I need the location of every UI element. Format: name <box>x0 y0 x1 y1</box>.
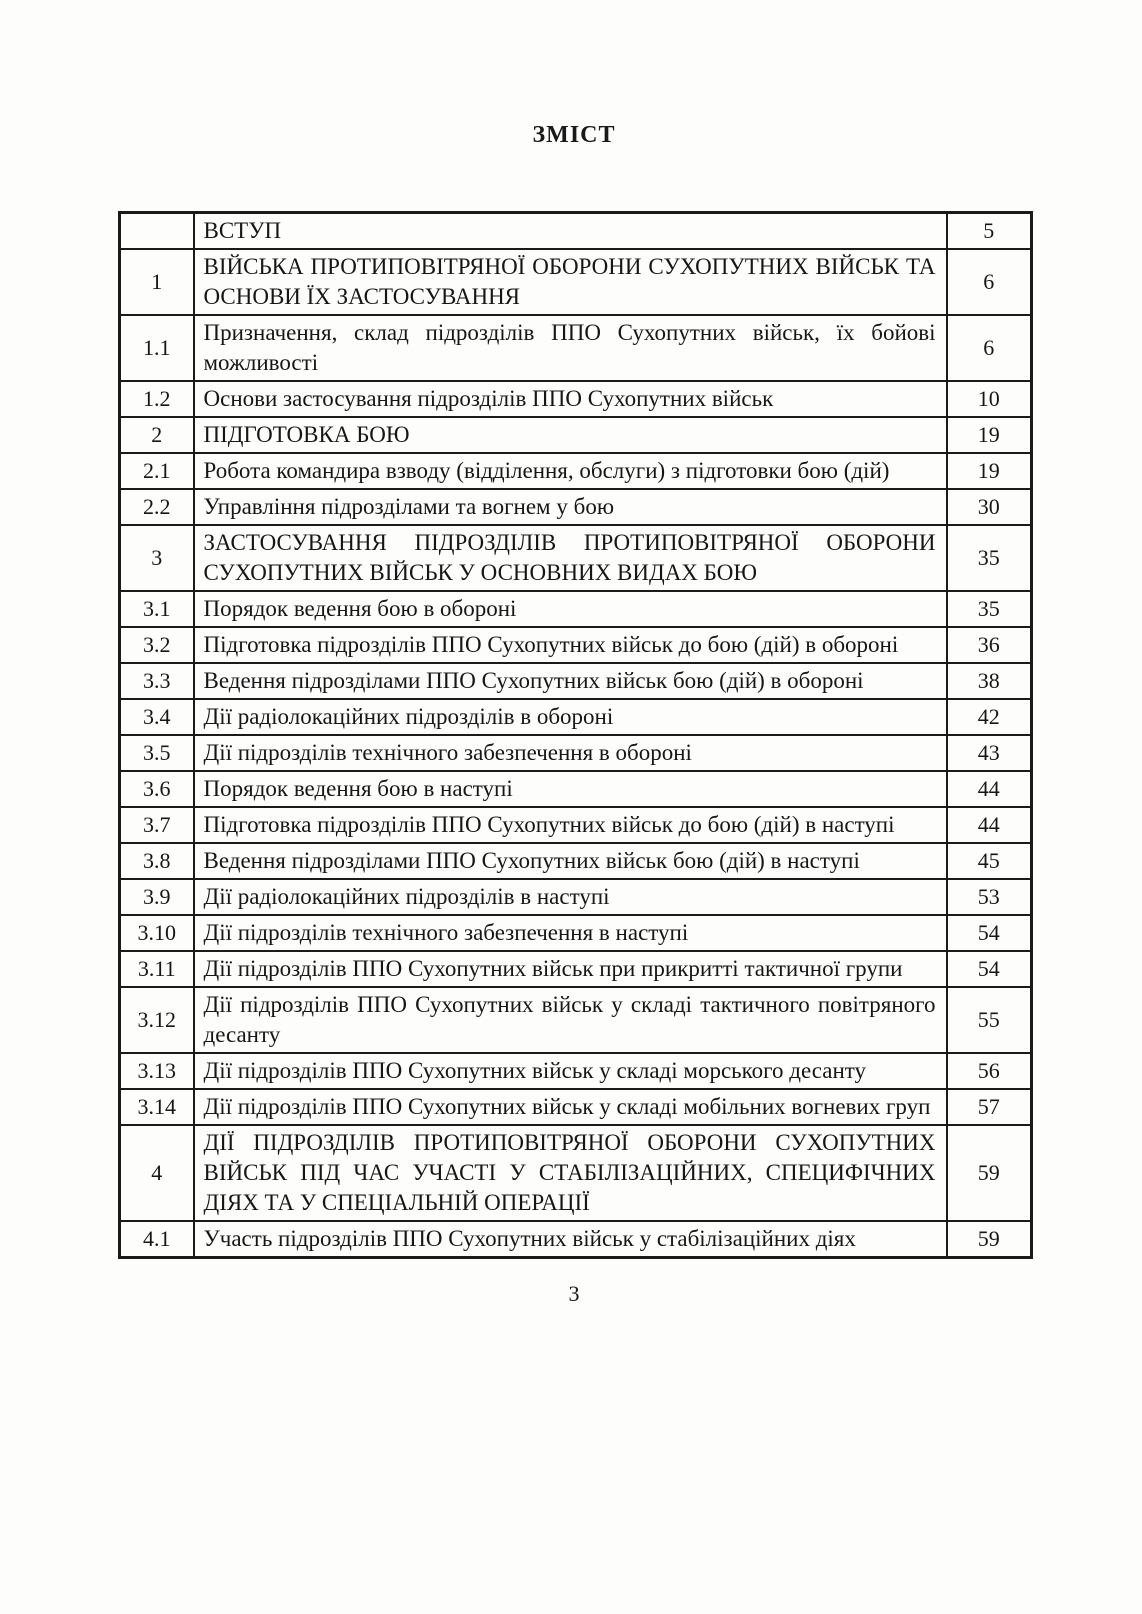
toc-row-number: 3.6 <box>120 771 194 807</box>
toc-row-number: 3.14 <box>120 1089 194 1125</box>
toc-row-page: 57 <box>947 1089 1032 1125</box>
toc-row-page: 19 <box>947 453 1032 489</box>
toc-row-title: Управління підрозділами та вогнем у бою <box>194 489 947 525</box>
toc-row-title: Робота командира взводу (відділення, обслуги) з підготовки бою (дій) <box>194 453 947 489</box>
toc-row-page: 35 <box>947 591 1032 627</box>
toc-row-page: 42 <box>947 699 1032 735</box>
toc-row-title: Дії підрозділів технічного забезпечення в обороні <box>194 735 947 771</box>
toc-row-title: Призначення, склад підрозділів ППО Сухопутних військ, їх бойові можливості <box>194 315 947 381</box>
toc-row-number: 3.10 <box>120 915 194 951</box>
toc-body <box>120 213 1032 1258</box>
toc-row-number: 3 <box>120 525 194 591</box>
toc-row-page: 30 <box>947 489 1032 525</box>
toc-row <box>120 315 1032 381</box>
toc-row-title: ЗАСТОСУВАННЯ ПІДРОЗДІЛІВ ПРОТИПОВІТРЯНОЇ ОБОРОНИ СУХОПУТНИХ ВІЙСЬК У ОСНОВНИХ ВИДАХ БОЮ <box>194 525 947 591</box>
toc-row-page: 56 <box>947 1053 1032 1089</box>
toc-row-number: 3.3 <box>120 663 194 699</box>
toc-row-title: Підготовка підрозділів ППО Сухопутних військ до бою (дій) в обороні <box>194 627 947 663</box>
toc-row-title: Дії підрозділів ППО Сухопутних військ при прикритті тактичної групи <box>194 951 947 987</box>
toc-row-page: 55 <box>947 987 1032 1053</box>
toc-row <box>120 489 1032 525</box>
toc-row-title: Дії радіолокаційних підрозділів в наступі <box>194 879 947 915</box>
toc-row <box>120 525 1032 591</box>
toc-row-title: Дії підрозділів ППО Сухопутних військ у складі мобільних вогневих груп <box>194 1089 947 1125</box>
toc-row-title: Участь підрозділів ППО Сухопутних військ у стабілізаційних діях <box>194 1221 947 1258</box>
toc-row-page: 54 <box>947 915 1032 951</box>
page-title: ЗМІСТ <box>532 122 616 148</box>
toc-row-number: 3.8 <box>120 843 194 879</box>
toc-row <box>120 987 1032 1053</box>
toc-row-title: ПІДГОТОВКА БОЮ <box>194 417 947 453</box>
toc-row-page: 38 <box>947 663 1032 699</box>
toc-row <box>120 213 1032 250</box>
toc-row <box>120 663 1032 699</box>
toc-row <box>120 735 1032 771</box>
toc-row-number: 1 <box>120 249 194 315</box>
toc-row-page: 35 <box>947 525 1032 591</box>
toc-row-number: 3.11 <box>120 951 194 987</box>
toc-row-title: Дії підрозділів ППО Сухопутних військ у складі морського десанту <box>194 1053 947 1089</box>
toc-row-title: ВСТУП <box>194 213 947 250</box>
folio-page-number: 3 <box>568 1281 580 1306</box>
toc-row-page: 36 <box>947 627 1032 663</box>
toc-row <box>120 591 1032 627</box>
toc-row-number: 3.12 <box>120 987 194 1053</box>
toc-row-title: ДІЇ ПІДРОЗДІЛІВ ПРОТИПОВІТРЯНОЇ ОБОРОНИ СУХОПУТНИХ ВІЙСЬК ПІД ЧАС УЧАСТІ У СТАБІЛІЗАЦІЙНИХ, СПЕЦИФІЧНИХ ДІЯХ ТА У СПЕЦІАЛЬНІЙ ОПЕРАЦІЇ <box>194 1125 947 1221</box>
toc-row <box>120 879 1032 915</box>
toc-row <box>120 1089 1032 1125</box>
toc-row <box>120 381 1032 417</box>
toc-row-number: 3.7 <box>120 807 194 843</box>
toc-row-number: 2.1 <box>120 453 194 489</box>
toc-row <box>120 417 1032 453</box>
toc-row-number: 3.4 <box>120 699 194 735</box>
toc-row-page: 10 <box>947 381 1032 417</box>
toc-row-number: 3.1 <box>120 591 194 627</box>
toc-row-number: 1.1 <box>120 315 194 381</box>
toc-row-number <box>120 213 194 250</box>
toc-row-page: 43 <box>947 735 1032 771</box>
toc-row <box>120 807 1032 843</box>
toc-row-number: 2.2 <box>120 489 194 525</box>
toc-row-number: 3.5 <box>120 735 194 771</box>
toc-row-number: 3.13 <box>120 1053 194 1089</box>
toc-row-title: Порядок ведення бою в наступі <box>194 771 947 807</box>
toc-table <box>118 211 1033 1259</box>
toc-row-title: Дії радіолокаційних підрозділів в обороні <box>194 699 947 735</box>
toc-row <box>120 249 1032 315</box>
toc-row-title: Ведення підрозділами ППО Сухопутних військ бою (дій) в обороні <box>194 663 947 699</box>
toc-row-number: 2 <box>120 417 194 453</box>
toc-row-title: Дії підрозділів ППО Сухопутних військ у складі тактичного повітряного десанту <box>194 987 947 1053</box>
toc-row-page: 6 <box>947 315 1032 381</box>
toc-row-title: ВІЙСЬКА ПРОТИПОВІТРЯНОЇ ОБОРОНИ СУХОПУТНИХ ВІЙСЬК ТА ОСНОВИ ЇХ ЗАСТОСУВАННЯ <box>194 249 947 315</box>
toc-row <box>120 771 1032 807</box>
toc-row <box>120 843 1032 879</box>
toc-row-number: 4.1 <box>120 1221 194 1258</box>
toc-row <box>120 915 1032 951</box>
toc-row-page: 19 <box>947 417 1032 453</box>
toc-row-number: 3.2 <box>120 627 194 663</box>
toc-row-page: 44 <box>947 807 1032 843</box>
toc-row <box>120 627 1032 663</box>
toc-row-page: 5 <box>947 213 1032 250</box>
toc-row-page: 6 <box>947 249 1032 315</box>
toc-row-page: 45 <box>947 843 1032 879</box>
toc-row-page: 59 <box>947 1221 1032 1258</box>
toc-row-title: Ведення підрозділами ППО Сухопутних військ бою (дій) в наступі <box>194 843 947 879</box>
toc-row-number: 3.9 <box>120 879 194 915</box>
toc-row-title: Порядок ведення бою в обороні <box>194 591 947 627</box>
toc-row-number: 4 <box>120 1125 194 1221</box>
toc-row-title: Підготовка підрозділів ППО Сухопутних військ до бою (дій) в наступі <box>194 807 947 843</box>
toc-row <box>120 1221 1032 1258</box>
toc-row-page: 54 <box>947 951 1032 987</box>
toc-row <box>120 453 1032 489</box>
toc-row-page: 53 <box>947 879 1032 915</box>
toc-row-number: 1.2 <box>120 381 194 417</box>
toc-row-title: Основи застосування підрозділів ППО Сухопутних військ <box>194 381 947 417</box>
toc-row-page: 44 <box>947 771 1032 807</box>
toc-row <box>120 1125 1032 1221</box>
toc-row-page: 59 <box>947 1125 1032 1221</box>
toc-row-title: Дії підрозділів технічного забезпечення в наступі <box>194 915 947 951</box>
toc-row <box>120 699 1032 735</box>
toc-row <box>120 951 1032 987</box>
toc-row <box>120 1053 1032 1089</box>
